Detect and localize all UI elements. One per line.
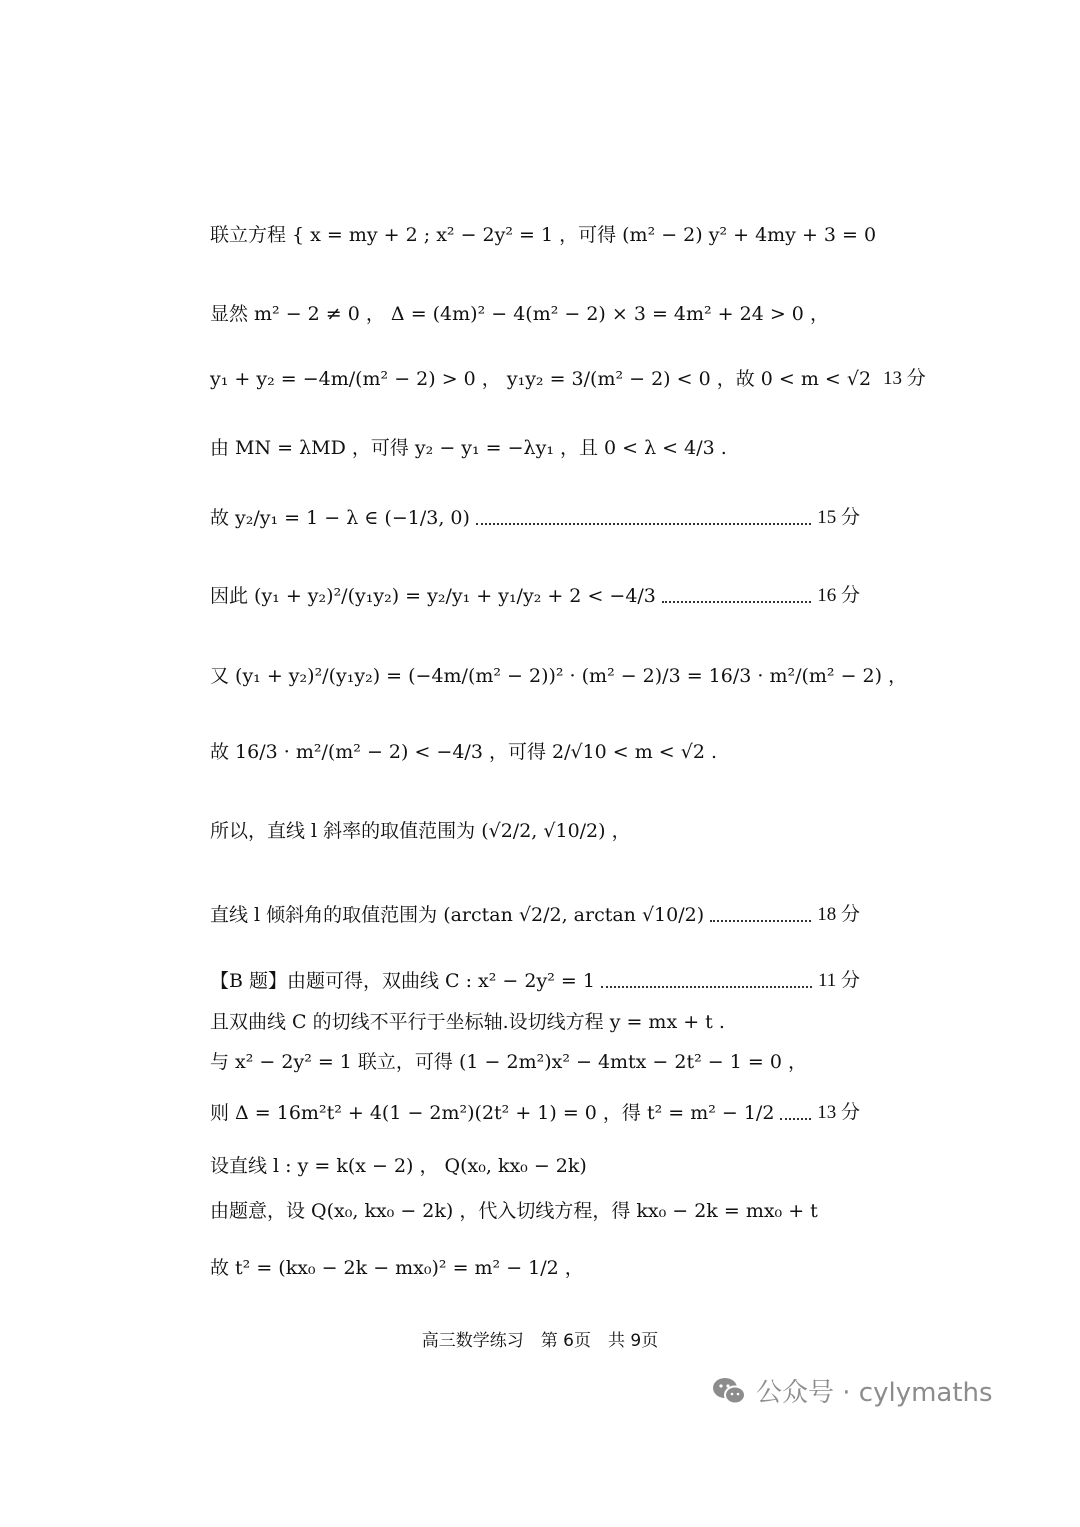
score-label: 13 分 xyxy=(883,368,926,389)
line-14: 则 Δ = 16m²t² + 4(1 − 2m²)(2t² + 1) = 0 ，得 t² = m² − 1/2 13 分 xyxy=(210,1102,860,1124)
line-8: 故 16/3 · m²/(m² − 2) < −4/3 ，可得 2/√10 < m < √2 . xyxy=(210,741,718,763)
leader-dots xyxy=(662,601,811,603)
line-6: 因此 (y₁ + y₂)²/(y₁y₂) = y₂/y₁ + y₁/y₂ + 2 < −4/3 16 分 xyxy=(210,585,860,607)
leader-dots xyxy=(476,523,811,525)
leader-dots xyxy=(780,1118,811,1120)
watermark xyxy=(712,1372,993,1409)
watermark-text: 公众号 · cylymaths xyxy=(756,1378,993,1408)
leader-dots xyxy=(710,920,811,922)
leader-dots xyxy=(601,986,812,988)
line-9: 所以，直线 l 斜率的取值范围为 (√2/2, √10/2) ， xyxy=(210,820,631,842)
line-7: 又 (y₁ + y₂)²/(y₁y₂) = (−4m/(m² − 2))² · (m² − 2)/3 = 16/3 · m²/(m² − 2) ， xyxy=(210,665,908,687)
score-label: 13 分 xyxy=(817,1102,860,1123)
score-label: 18 分 xyxy=(817,904,860,925)
line-3: y₁ + y₂ = −4m/(m² − 2) > 0 ， y₁y₂ = 3/(m² − 2) < 0 ，故 0 < m < √2 13 分 xyxy=(210,368,926,390)
line-17: 故 t² = (kx₀ − 2k − mx₀)² = m² − 1/2 ， xyxy=(210,1257,584,1279)
line-4: 由 MN = λMD ，可得 y₂ − y₁ = −λy₁ ，且 0 < λ < 4/3 . xyxy=(210,437,727,459)
line-15: 设直线 l : y = k(x − 2) ， Q(x₀, kx₀ − 2k) xyxy=(210,1155,587,1177)
wechat-icon xyxy=(712,1376,746,1406)
line-2: 显然 m² − 2 ≠ 0 ， Δ = (4m)² − 4(m² − 2) × 3 = 4m² + 24 > 0 ， xyxy=(210,303,829,325)
line-1: 联立方程 { x = my + 2 ; x² − 2y² = 1 ，可得 (m² − 2) y² + 4my + 3 = 0 xyxy=(210,224,877,246)
score-label: 15 分 xyxy=(817,507,860,528)
line-10: 直线 l 倾斜角的取值范围为 (arctan √2/2, arctan √10/2) 18 分 xyxy=(210,904,860,926)
page-footer: 高三数学练习 第 6页 共 9页 xyxy=(421,1331,659,1351)
line-13: 与 x² − 2y² = 1 联立，可得 (1 − 2m²)x² − 4mtx − 2t² − 1 = 0 ， xyxy=(210,1051,807,1073)
line-12: 且双曲线 C 的切线不平行于坐标轴.设切线方程 y = mx + t . xyxy=(210,1011,725,1033)
line-16: 由题意，设 Q(x₀, kx₀ − 2k) ，代入切线方程，得 kx₀ − 2k = mx₀ + t xyxy=(210,1200,818,1222)
line-5: 故 y₂/y₁ = 1 − λ ∈ (−1/3, 0) 15 分 xyxy=(210,507,860,529)
line-11: 【B 题】由题可得，双曲线 C : x² − 2y² = 1 11 分 xyxy=(210,970,860,992)
score-label: 11 分 xyxy=(817,970,860,991)
score-label: 16 分 xyxy=(817,585,860,606)
